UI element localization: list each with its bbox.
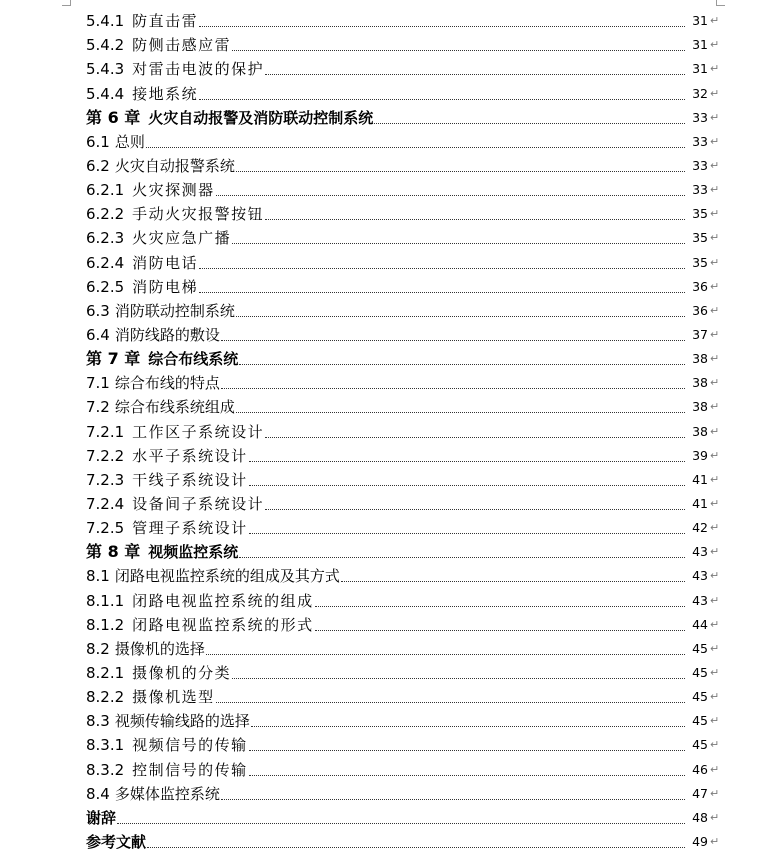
paragraph-mark-icon: ↵	[710, 810, 720, 824]
toc-entry[interactable]	[86, 708, 720, 732]
toc-dot-leader	[341, 581, 685, 582]
toc-entry-number: 5.4.4	[86, 84, 125, 103]
toc-page-number: 41	[692, 471, 708, 487]
toc-entry[interactable]	[86, 80, 720, 104]
toc-entry[interactable]	[86, 298, 720, 322]
toc-entry-number: 7.2.3	[86, 470, 125, 489]
toc-page-number: 37	[692, 326, 708, 342]
toc-dot-leader	[147, 847, 685, 848]
toc-entry-number: 6.1	[86, 132, 110, 151]
paragraph-mark-icon: ↵	[710, 303, 720, 317]
toc-dot-leader	[249, 485, 685, 486]
toc-entry-number: 7.2.1	[86, 422, 125, 441]
toc-entry-title: 综合布线系统	[148, 350, 239, 369]
paragraph-mark-icon: ↵	[710, 714, 720, 728]
toc-entry-title: 消防联动控制系统	[114, 301, 235, 320]
toc-entry-title: 综合布线系统组成	[114, 398, 235, 417]
toc-dot-leader	[315, 630, 685, 631]
toc-page-number: 35	[692, 206, 708, 222]
toc-entry-number: 6.3	[86, 301, 110, 320]
paragraph-mark-icon: ↵	[710, 521, 720, 535]
toc-entry[interactable]	[86, 394, 720, 418]
toc-entry[interactable]	[86, 732, 720, 756]
toc-page-number: 44	[692, 616, 708, 632]
toc-page-number: 33	[692, 182, 708, 198]
toc-entry-number: 第 6 章	[86, 107, 141, 127]
toc-entry[interactable]	[86, 443, 720, 467]
toc-dot-leader	[206, 654, 685, 655]
toc-dot-leader	[199, 268, 685, 269]
paragraph-mark-icon: ↵	[710, 834, 720, 848]
toc-entry-title: 闭路电视监控系统的组成及其方式	[114, 567, 340, 586]
toc-entry-title: 对雷击电波的保护	[132, 60, 265, 79]
toc-entry[interactable]	[86, 829, 720, 853]
toc-page-number: 33	[692, 133, 708, 149]
toc-entry-title: 参考文献	[86, 832, 147, 851]
toc-entry-title: 防直击雷	[132, 12, 199, 31]
toc-entry[interactable]	[86, 56, 720, 80]
toc-entry-title: 视频信号的传输	[132, 736, 248, 755]
toc-entry-title: 火灾应急广播	[132, 229, 232, 248]
paragraph-mark-icon: ↵	[710, 279, 720, 293]
paragraph-mark-icon: ↵	[710, 231, 720, 245]
toc-entry-title: 摄像机的分类	[132, 663, 232, 682]
toc-entry-title: 干线子系统设计	[132, 470, 248, 489]
toc-page-number: 43	[692, 544, 708, 560]
paragraph-mark-icon: ↵	[710, 448, 720, 462]
toc-dot-leader	[374, 123, 685, 124]
toc-entry-number: 5.4.3	[86, 60, 125, 79]
paragraph-mark-icon: ↵	[710, 762, 720, 776]
toc-dot-leader	[199, 26, 685, 27]
toc-entry[interactable]	[86, 612, 720, 636]
toc-page-number: 35	[692, 230, 708, 246]
toc-entry-number: 6.2.5	[86, 277, 125, 296]
toc-entry-number: 6.2.4	[86, 253, 125, 272]
toc-entry-number: 8.1	[86, 567, 110, 586]
toc-entry-title: 接地系统	[132, 84, 199, 103]
toc-entry[interactable]	[86, 225, 720, 249]
toc-entry[interactable]	[86, 636, 720, 660]
toc-page-number: 47	[692, 785, 708, 801]
toc-dot-leader	[236, 412, 685, 413]
toc-entry-number: 7.2.2	[86, 446, 125, 465]
toc-entry-title: 视频传输线路的选择	[114, 712, 250, 731]
toc-entry-number: 6.2.3	[86, 229, 125, 248]
paragraph-mark-icon: ↵	[710, 472, 720, 486]
toc-entry[interactable]	[86, 129, 720, 153]
toc-page-number: 32	[692, 85, 708, 101]
toc-entry[interactable]	[86, 805, 720, 829]
paragraph-mark-icon: ↵	[710, 569, 720, 583]
toc-dot-leader	[249, 775, 685, 776]
toc-entry-number: 8.4	[86, 784, 110, 803]
paragraph-mark-icon: ↵	[710, 786, 720, 800]
toc-dot-leader	[117, 823, 685, 824]
toc-dot-leader	[232, 50, 685, 51]
toc-entry-title: 水平子系统设计	[132, 446, 248, 465]
toc-dot-leader	[146, 147, 685, 148]
toc-page-number: 31	[692, 61, 708, 77]
paragraph-mark-icon: ↵	[710, 617, 720, 631]
toc-page-number: 43	[692, 592, 708, 608]
toc-entry[interactable]	[86, 105, 720, 129]
toc-entry-number: 第 7 章	[86, 349, 141, 369]
toc-entry-title: 总则	[114, 132, 145, 151]
toc-dot-leader	[265, 219, 685, 220]
toc-entry[interactable]	[86, 370, 720, 394]
toc-entry[interactable]	[86, 153, 720, 177]
toc-dot-leader	[315, 606, 685, 607]
toc-page-number: 33	[692, 157, 708, 173]
paragraph-mark-icon: ↵	[710, 593, 720, 607]
toc-page-number: 45	[692, 640, 708, 656]
paragraph-mark-icon: ↵	[710, 327, 720, 341]
toc-page-number: 31	[692, 13, 708, 29]
paragraph-mark-icon: ↵	[710, 738, 720, 752]
toc-dot-leader	[221, 340, 685, 341]
toc-entry-title: 消防电话	[132, 253, 199, 272]
toc-page-number: 43	[692, 568, 708, 584]
toc-dot-leader	[236, 171, 685, 172]
toc-entry[interactable]	[86, 756, 720, 780]
toc-entry[interactable]	[86, 8, 720, 32]
toc-entry-title: 控制信号的传输	[132, 760, 248, 779]
toc-page-number: 36	[692, 302, 708, 318]
toc-dot-leader	[216, 702, 685, 703]
toc-dot-leader	[249, 750, 685, 751]
toc-entry-title: 火灾自动报警系统	[114, 156, 235, 175]
toc-page-number: 38	[692, 423, 708, 439]
toc-page-number: 49	[692, 833, 708, 849]
toc-entry[interactable]	[86, 684, 720, 708]
toc-entry-title: 火灾自动报警及消防联动控制系统	[148, 108, 374, 127]
toc-dot-leader	[239, 364, 685, 365]
toc-entry[interactable]	[86, 467, 720, 491]
toc-dot-leader	[265, 74, 685, 75]
toc-entry-number: 7.2.4	[86, 494, 125, 513]
toc-entry[interactable]	[86, 587, 720, 611]
crop-mark-left	[62, 0, 71, 6]
toc-entry-number: 6.2.2	[86, 205, 125, 224]
toc-dot-leader	[265, 437, 685, 438]
toc-page-number: 48	[692, 809, 708, 825]
toc-entry[interactable]	[86, 201, 720, 225]
toc-entry[interactable]	[86, 346, 720, 370]
paragraph-mark-icon: ↵	[710, 14, 720, 28]
toc-dot-leader	[249, 533, 685, 534]
toc-entry-title: 视频监控系统	[148, 543, 239, 562]
paragraph-mark-icon: ↵	[710, 110, 720, 124]
toc-entry[interactable]	[86, 563, 720, 587]
toc-entry-title: 摄像机的选择	[114, 639, 205, 658]
toc-entry-title: 综合布线的特点	[114, 374, 220, 393]
paragraph-mark-icon: ↵	[710, 352, 720, 366]
toc-page-number: 33	[692, 109, 708, 125]
paragraph-mark-icon: ↵	[710, 641, 720, 655]
toc-entry-title: 摄像机选型	[132, 688, 215, 707]
toc-entry-number: 5.4.2	[86, 36, 125, 55]
toc-entry-number: 8.3.1	[86, 736, 125, 755]
toc-page-number: 36	[692, 278, 708, 294]
toc-page-number: 31	[692, 37, 708, 53]
toc-entry[interactable]	[86, 32, 720, 56]
paragraph-mark-icon: ↵	[710, 255, 720, 269]
toc-dot-leader	[265, 509, 685, 510]
toc-entry-title: 设备间子系统设计	[132, 494, 265, 513]
toc-dot-leader	[239, 557, 685, 558]
toc-entry-number: 7.1	[86, 374, 110, 393]
toc-entry-title: 消防线路的敷设	[114, 325, 220, 344]
toc-entry-number: 8.2	[86, 639, 110, 658]
paragraph-mark-icon: ↵	[710, 400, 720, 414]
toc-dot-leader	[199, 99, 685, 100]
toc-page-number: 35	[692, 254, 708, 270]
toc-entry-number: 7.2.5	[86, 519, 125, 538]
paragraph-mark-icon: ↵	[710, 183, 720, 197]
toc-page-number: 42	[692, 520, 708, 536]
toc-entry[interactable]	[86, 418, 720, 442]
toc-page-number: 45	[692, 689, 708, 705]
toc-entry-title: 闭路电视监控系统的形式	[132, 615, 314, 634]
toc-entry-number: 6.4	[86, 325, 110, 344]
paragraph-mark-icon: ↵	[710, 158, 720, 172]
toc-entry-number: 8.1.2	[86, 615, 125, 634]
paragraph-mark-icon: ↵	[710, 376, 720, 390]
toc-entry-number: 6.2.1	[86, 181, 125, 200]
toc-entry-title: 工作区子系统设计	[132, 422, 265, 441]
toc-dot-leader	[221, 388, 685, 389]
toc-page-number: 45	[692, 664, 708, 680]
toc-entry[interactable]	[86, 249, 720, 273]
paragraph-mark-icon: ↵	[710, 496, 720, 510]
toc-page-number: 45	[692, 713, 708, 729]
toc-entry-number: 7.2	[86, 398, 110, 417]
toc-page-number: 38	[692, 351, 708, 367]
toc-entry-number: 6.2	[86, 156, 110, 175]
toc-entry-title: 多媒体监控系统	[114, 784, 220, 803]
toc-dot-leader	[236, 316, 685, 317]
toc-entry-title: 谢辞	[86, 808, 117, 827]
toc-entry[interactable]	[86, 515, 720, 539]
toc-entry-number: 8.2.1	[86, 663, 125, 682]
toc-entry[interactable]	[86, 491, 720, 515]
table-of-contents	[86, 8, 720, 853]
toc-entry-title: 消防电梯	[132, 277, 199, 296]
toc-entry[interactable]	[86, 177, 720, 201]
paragraph-mark-icon: ↵	[710, 690, 720, 704]
toc-dot-leader	[221, 799, 685, 800]
paragraph-mark-icon: ↵	[710, 424, 720, 438]
crop-mark-right	[716, 0, 725, 6]
paragraph-mark-icon: ↵	[710, 86, 720, 100]
paragraph-mark-icon: ↵	[710, 665, 720, 679]
toc-entry-title: 闭路电视监控系统的组成	[132, 591, 314, 610]
toc-entry-title: 火灾探测器	[132, 181, 215, 200]
toc-page-number: 41	[692, 495, 708, 511]
paragraph-mark-icon: ↵	[710, 62, 720, 76]
toc-entry[interactable]	[86, 539, 720, 563]
toc-entry-number: 第 8 章	[86, 542, 141, 562]
toc-entry[interactable]	[86, 660, 720, 684]
toc-page-number: 46	[692, 761, 708, 777]
toc-dot-leader	[216, 195, 685, 196]
toc-dot-leader	[251, 726, 685, 727]
toc-entry-number: 8.3	[86, 712, 110, 731]
toc-entry-title: 防侧击感应雷	[132, 36, 232, 55]
toc-entry-number: 5.4.1	[86, 12, 125, 31]
toc-page-number: 45	[692, 737, 708, 753]
toc-page-number: 38	[692, 375, 708, 391]
toc-dot-leader	[199, 292, 685, 293]
toc-page-number: 38	[692, 399, 708, 415]
toc-entry-title: 手动火灾报警按钮	[132, 205, 265, 224]
paragraph-mark-icon: ↵	[710, 134, 720, 148]
toc-entry[interactable]	[86, 322, 720, 346]
paragraph-mark-icon: ↵	[710, 207, 720, 221]
toc-entry[interactable]	[86, 274, 720, 298]
toc-entry-title: 管理子系统设计	[132, 519, 248, 538]
toc-entry-number: 8.3.2	[86, 760, 125, 779]
toc-entry-number: 8.1.1	[86, 591, 125, 610]
paragraph-mark-icon: ↵	[710, 545, 720, 559]
toc-entry[interactable]	[86, 781, 720, 805]
toc-page-number: 39	[692, 447, 708, 463]
paragraph-mark-icon: ↵	[710, 38, 720, 52]
toc-entry-number: 8.2.2	[86, 688, 125, 707]
toc-dot-leader	[249, 461, 685, 462]
toc-dot-leader	[232, 243, 685, 244]
toc-dot-leader	[232, 678, 685, 679]
